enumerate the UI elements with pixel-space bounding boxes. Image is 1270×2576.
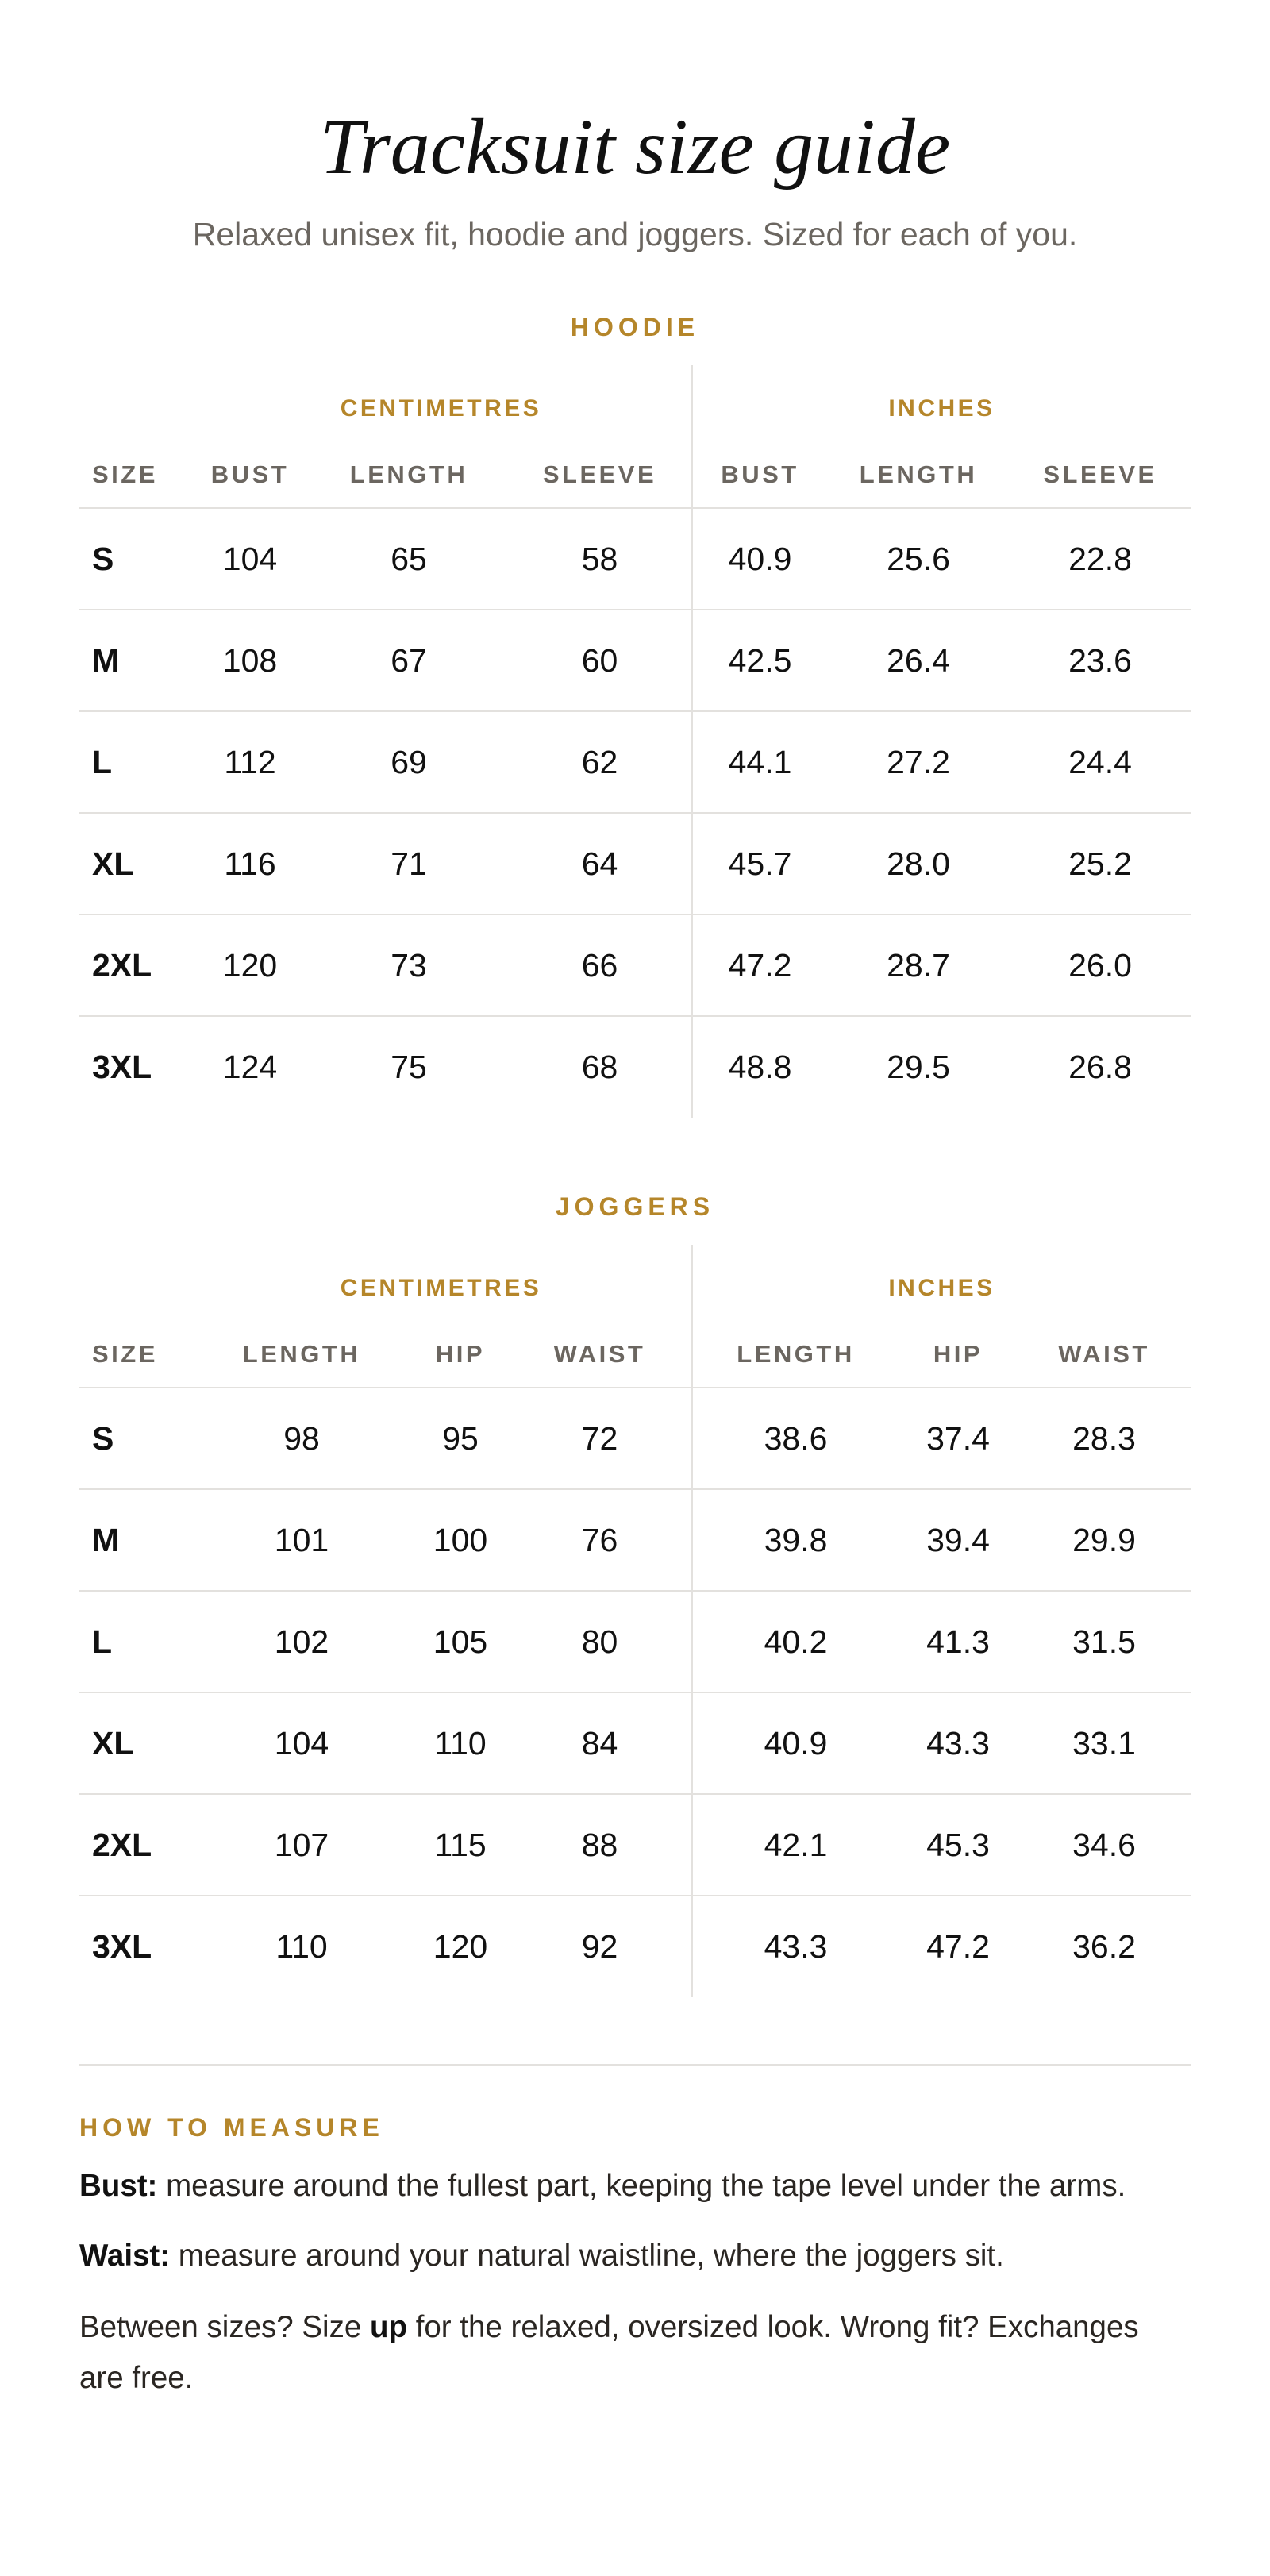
- hoodie-value-cell: 73: [310, 914, 508, 1016]
- joggers-size-cell: 2XL: [79, 1794, 190, 1896]
- hoodie-header-row: [79, 452, 1191, 508]
- joggers-table-row: [79, 1692, 1191, 1794]
- hoodie-header-cell: SLEEVE: [508, 452, 692, 508]
- joggers-size-cell: S: [79, 1388, 190, 1489]
- page-title: Tracksuit size guide: [319, 102, 951, 191]
- hoodie-header-cell: BUST: [190, 452, 310, 508]
- joggers-value-cell: 104: [190, 1692, 413, 1794]
- bust-text: measure around the fullest part, keeping the tape level under the arms.: [157, 2169, 1126, 2203]
- hoodie-value-cell: 44.1: [692, 711, 827, 813]
- hoodie-value-cell: 28.7: [827, 914, 1010, 1016]
- hoodie-value-cell: 45.7: [692, 813, 827, 914]
- bust-instruction: [79, 2161, 1191, 2212]
- joggers-value-cell: 39.4: [899, 1489, 1018, 1591]
- joggers-group-centimetres: CENTIMETRES: [340, 1275, 542, 1301]
- hoodie-table-body: [79, 508, 1191, 1118]
- hoodie-value-cell: 65: [310, 508, 508, 610]
- joggers-value-cell: 98: [190, 1388, 413, 1489]
- hoodie-size-cell: M: [79, 610, 190, 711]
- tip-text-after: for the relaxed, oversized look. Wrong fit? Exchanges are free.: [79, 2310, 1139, 2395]
- hoodie-value-cell: 104: [190, 508, 310, 610]
- joggers-value-cell: 107: [190, 1794, 413, 1896]
- hoodie-unit-group-row: [79, 365, 1191, 452]
- joggers-value-cell: 105: [413, 1591, 508, 1692]
- joggers-header-cell: LENGTH: [190, 1332, 413, 1388]
- joggers-table-row: [79, 1489, 1191, 1591]
- hoodie-value-cell: 22.8: [1010, 508, 1191, 610]
- joggers-value-cell: 45.3: [899, 1794, 1018, 1896]
- joggers-value-cell: 28.3: [1018, 1388, 1191, 1489]
- hoodie-size-cell: 2XL: [79, 914, 190, 1016]
- hoodie-value-cell: 69: [310, 711, 508, 813]
- joggers-header-cell: HIP: [899, 1332, 1018, 1388]
- hoodie-value-cell: 29.5: [887, 1049, 950, 1085]
- joggers-value-cell: 31.5: [1018, 1591, 1191, 1692]
- joggers-header-cell: HIP: [413, 1332, 508, 1388]
- joggers-size-cell: M: [79, 1489, 190, 1591]
- joggers-value-cell: 88: [508, 1794, 692, 1896]
- joggers-value-cell: 38.6: [692, 1388, 899, 1489]
- waist-text: measure around your natural waistline, where the joggers sit.: [170, 2239, 1004, 2273]
- hoodie-value-cell: 67: [310, 610, 508, 711]
- hoodie-value-cell: 112: [190, 711, 310, 813]
- joggers-value-cell: 37.4: [899, 1388, 1018, 1489]
- hoodie-value-cell: 27.2: [827, 711, 1010, 813]
- hoodie-table-row: [79, 711, 1191, 813]
- hoodie-group-centimetres: CENTIMETRES: [340, 395, 542, 422]
- tip-text-before: Between sizes? Size: [79, 2310, 370, 2344]
- hoodie-size-cell: XL: [79, 813, 190, 914]
- hoodie-header-cell: LENGTH: [310, 452, 508, 508]
- hoodie-value-cell: 62: [508, 711, 692, 813]
- joggers-size-cell: L: [79, 1591, 190, 1692]
- joggers-header-cell: WAIST: [508, 1332, 692, 1388]
- joggers-value-cell: 95: [413, 1388, 508, 1489]
- hoodie-value-cell: 26.4: [827, 610, 1010, 711]
- hoodie-value-cell: 71: [310, 813, 508, 914]
- joggers-table-row: [79, 1794, 1191, 1896]
- hoodie-value-cell: 48.8: [692, 1016, 827, 1118]
- hoodie-value-cell: 120: [190, 914, 310, 1016]
- hoodie-header-cell: SIZE: [79, 452, 190, 508]
- hoodie-value-cell: 75: [391, 1049, 427, 1085]
- joggers-value-cell: 34.6: [1018, 1794, 1191, 1896]
- hoodie-value-cell: 47.2: [692, 914, 827, 1016]
- waist-instruction: [79, 2231, 1191, 2281]
- joggers-value-cell: 101: [190, 1489, 413, 1591]
- how-to-measure: [79, 2112, 1191, 2404]
- hoodie-table-row: [79, 914, 1191, 1016]
- hoodie-value-cell: 42.5: [692, 610, 827, 711]
- bust-label: Bust:: [79, 2169, 158, 2203]
- joggers-value-cell: 29.9: [1018, 1489, 1191, 1591]
- joggers-table-row: [79, 1896, 1191, 1997]
- joggers-header-cell: WAIST: [1018, 1332, 1191, 1388]
- joggers-value-cell: 84: [508, 1692, 692, 1794]
- joggers-value-cell: 39.8: [692, 1489, 899, 1591]
- hoodie-value-cell: 124: [222, 1049, 278, 1085]
- joggers-value-cell: 40.2: [692, 1591, 899, 1692]
- joggers-unit-group-row: [79, 1245, 1191, 1332]
- hoodie-size-table: [79, 365, 1191, 1118]
- joggers-value-cell: 40.9: [692, 1692, 899, 1794]
- joggers-value-cell: 43.3: [899, 1692, 1018, 1794]
- joggers-value-cell: 47.2: [926, 1928, 990, 1965]
- joggers-value-cell: 120: [433, 1928, 488, 1965]
- hoodie-value-cell: 25.6: [827, 508, 1010, 610]
- how-to-measure-title: HOW TO MEASURE: [79, 2113, 384, 2142]
- hoodie-group-inches: INCHES: [692, 365, 1191, 452]
- hoodie-size-cell: S: [79, 508, 190, 610]
- hoodie-value-cell: 108: [190, 610, 310, 711]
- joggers-value-cell: 115: [413, 1794, 508, 1896]
- joggers-value-cell: 36.2: [1072, 1928, 1136, 1965]
- hoodie-value-cell: 64: [508, 813, 692, 914]
- hoodie-value-cell: 25.2: [1010, 813, 1191, 914]
- joggers-group-inches: INCHES: [692, 1245, 1191, 1332]
- joggers-value-cell: 110: [275, 1928, 328, 1965]
- sizing-tip: [79, 2302, 1191, 2404]
- joggers-value-cell: 33.1: [1018, 1692, 1191, 1794]
- hoodie-header-cell: SLEEVE: [1010, 452, 1191, 508]
- joggers-header-cell: SIZE: [79, 1332, 190, 1388]
- hoodie-size-cell: 3XL: [92, 1049, 152, 1085]
- joggers-value-cell: 76: [508, 1489, 692, 1591]
- joggers-table-row: [79, 1388, 1191, 1489]
- joggers-value-cell: 43.3: [692, 1896, 899, 1997]
- hoodie-value-cell: 116: [190, 813, 310, 914]
- hoodie-value-cell: 40.9: [692, 508, 827, 610]
- hoodie-value-cell: 26.0: [1010, 914, 1191, 1016]
- hoodie-table-row: [79, 610, 1191, 711]
- hoodie-table-row: [79, 1016, 1191, 1118]
- joggers-value-cell: 102: [190, 1591, 413, 1692]
- hoodie-value-cell: 58: [508, 508, 692, 610]
- hoodie-value-cell: 68: [581, 1049, 618, 1085]
- joggers-value-cell: 110: [413, 1692, 508, 1794]
- joggers-size-table: [79, 1245, 1191, 1997]
- hoodie-value-cell: 26.8: [1068, 1049, 1132, 1085]
- joggers-value-cell: 72: [508, 1388, 692, 1489]
- joggers-value-cell: 42.1: [692, 1794, 899, 1896]
- joggers-size-cell: XL: [79, 1692, 190, 1794]
- joggers-table-row: [79, 1591, 1191, 1692]
- joggers-size-cell: 3XL: [92, 1928, 152, 1965]
- hoodie-header-cell: LENGTH: [827, 452, 1010, 508]
- page-subtitle: Relaxed unisex fit, hoodie and joggers. Sized for each of you.: [192, 216, 1078, 252]
- hoodie-value-cell: 66: [508, 914, 692, 1016]
- joggers-section-title: JOGGERS: [555, 1192, 715, 1221]
- hoodie-section-title: HOODIE: [570, 313, 700, 341]
- hoodie-table-row: [79, 508, 1191, 610]
- joggers-header-row: [79, 1332, 1191, 1388]
- hoodie-header-cell: BUST: [692, 452, 827, 508]
- tip-bold-up: up: [369, 2310, 407, 2344]
- joggers-value-cell: 92: [581, 1928, 618, 1965]
- waist-label: Waist:: [79, 2239, 171, 2273]
- hoodie-value-cell: 24.4: [1010, 711, 1191, 813]
- joggers-value-cell: 80: [508, 1591, 692, 1692]
- section-divider: [79, 2064, 1191, 2066]
- hoodie-value-cell: 60: [508, 610, 692, 711]
- hoodie-value-cell: 28.0: [827, 813, 1010, 914]
- hoodie-table-row: [79, 813, 1191, 914]
- hoodie-size-cell: L: [79, 711, 190, 813]
- joggers-value-cell: 100: [413, 1489, 508, 1591]
- joggers-header-cell: LENGTH: [692, 1332, 899, 1388]
- joggers-value-cell: 41.3: [899, 1591, 1018, 1692]
- hoodie-value-cell: 23.6: [1010, 610, 1191, 711]
- joggers-table-body: [79, 1388, 1191, 1997]
